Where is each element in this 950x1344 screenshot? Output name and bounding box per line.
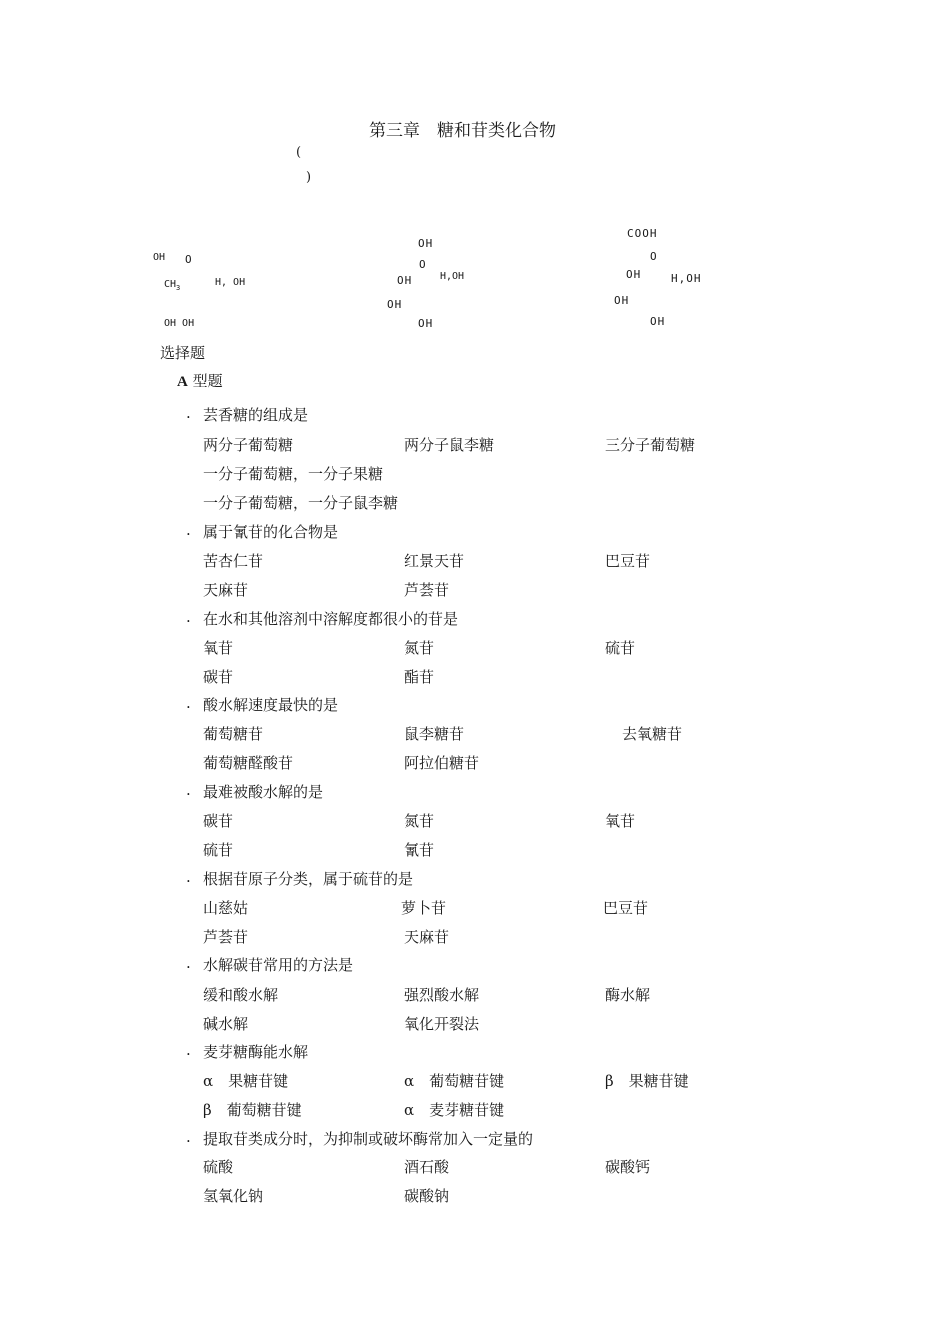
option-a[interactable]: 氧苷: [203, 639, 234, 657]
question-text: 酸水解速度最快的是: [203, 696, 339, 714]
paren-close: ): [306, 170, 312, 185]
option-e[interactable]: 氰苷: [404, 841, 435, 859]
option-c[interactable]: 硫苷: [605, 639, 636, 657]
option-a[interactable]: 缓和酸水解: [203, 986, 279, 1004]
question-dot: .: [186, 694, 191, 712]
option-d[interactable]: 天麻苷: [203, 581, 249, 599]
question-text: 在水和其他溶剂中溶解度都很小的苷是: [203, 610, 459, 628]
option-c[interactable]: β 果糖苷键: [605, 1072, 689, 1090]
option-c[interactable]: 碳酸钙: [605, 1158, 651, 1176]
option-b[interactable]: 氮苷: [404, 639, 435, 657]
s1-oh-bottom: OH OH: [164, 318, 195, 329]
option-d[interactable]: 碱水解: [203, 1015, 249, 1033]
question-dot: .: [186, 608, 191, 626]
s2-h-oh: H,OH: [440, 271, 465, 282]
option-c[interactable]: 氧苷: [605, 812, 636, 830]
option-c[interactable]: 酶水解: [605, 986, 651, 1004]
option-b[interactable]: 氮苷: [404, 812, 435, 830]
option-a[interactable]: 碳苷: [203, 812, 234, 830]
option-c[interactable]: 巴豆苷: [605, 552, 651, 570]
option-e[interactable]: 碳酸钠: [404, 1187, 450, 1205]
option-e[interactable]: 芦荟苷: [404, 581, 450, 599]
option-c[interactable]: 去氧糖苷: [622, 725, 683, 743]
s2-oh-mid: OH: [387, 298, 403, 311]
option-a[interactable]: 苦杏仁苷: [203, 552, 264, 570]
option-b[interactable]: 萝卜苷: [401, 899, 447, 917]
s3-o-ring: O: [650, 250, 658, 263]
question-text: 芸香糖的组成是: [203, 406, 309, 424]
section-title: 选择题: [160, 344, 206, 362]
s2-oh-top: OH: [418, 237, 434, 250]
option-c[interactable]: 三分子葡萄糖: [605, 436, 696, 454]
option-d[interactable]: 芦荟苷: [203, 928, 249, 946]
option-d[interactable]: 碳苷: [203, 668, 234, 686]
s1-sub3: 3: [176, 284, 181, 292]
question-text: 麦芽糖酶能水解: [203, 1043, 309, 1061]
option-e[interactable]: α 麦芽糖苷键: [404, 1101, 505, 1119]
option-b[interactable]: 鼠李糖苷: [404, 725, 465, 743]
option-d[interactable]: 葡萄糖醛酸苷: [203, 754, 294, 772]
s1-oh-top: OH: [153, 252, 166, 263]
question-dot: .: [186, 1128, 191, 1146]
s2-oh-bottom: OH: [418, 317, 434, 330]
page-title: 第三章 糖和苷类化合物: [369, 121, 556, 141]
option-b[interactable]: α 葡萄糖苷键: [404, 1072, 505, 1090]
option-c[interactable]: 巴豆苷: [603, 899, 649, 917]
option-b[interactable]: 红景天苷: [404, 552, 465, 570]
question-dot: .: [186, 404, 191, 422]
subsection-label: 型题: [187, 372, 223, 390]
question-text: 水解碳苷常用的方法是: [203, 956, 354, 974]
question-dot: .: [186, 781, 191, 799]
s1-o-ring: O: [185, 253, 193, 266]
option-e[interactable]: 阿拉伯糖苷: [404, 754, 480, 772]
option-b[interactable]: 强烈酸水解: [404, 986, 480, 1004]
subsection-letter: A: [177, 374, 188, 390]
option-b[interactable]: 两分子鼠李糖: [404, 436, 495, 454]
s1-ch3: [164, 279, 180, 290]
question-text: 最难被酸水解的是: [203, 783, 324, 801]
option-b[interactable]: 酒石酸: [404, 1158, 450, 1176]
option-a[interactable]: 山慈姑: [203, 899, 249, 917]
option-e[interactable]: 天麻苷: [404, 928, 450, 946]
option-a[interactable]: 硫酸: [203, 1158, 234, 1176]
s2-oh-left: OH: [397, 274, 413, 287]
option-d[interactable]: 氢氧化钠: [203, 1187, 264, 1205]
option-a[interactable]: 葡萄糖苷: [203, 725, 264, 743]
question-text: 提取苷类成分时，为抑制或破坏酶常加入一定量的: [203, 1130, 534, 1148]
s3-oh-bottom: OH: [650, 315, 666, 328]
s3-cooh: COOH: [627, 227, 658, 240]
option-d[interactable]: 一分子葡萄糖，一分子果糖: [203, 465, 384, 483]
s3-oh-left: OH: [626, 268, 642, 281]
s1-h-oh: H, OH: [215, 277, 246, 288]
question-dot: .: [186, 1041, 191, 1059]
s1-ch: CH: [164, 279, 177, 290]
option-d[interactable]: 硫苷: [203, 841, 234, 859]
subsection-title: [177, 370, 223, 391]
question-text: 根据苷原子分类，属于硫苷的是: [203, 870, 414, 888]
question-dot: .: [186, 954, 191, 972]
paren-open: (: [296, 145, 302, 160]
s2-o-ring: O: [419, 258, 427, 271]
option-a[interactable]: 两分子葡萄糖: [203, 436, 294, 454]
question-text: 属于氰苷的化合物是: [203, 523, 339, 541]
question-dot: .: [186, 868, 191, 886]
option-a[interactable]: α 果糖苷键: [203, 1072, 289, 1090]
s3-h-oh: H,OH: [671, 272, 702, 285]
option-e[interactable]: 氧化开裂法: [404, 1015, 480, 1033]
option-e[interactable]: 一分子葡萄糖，一分子鼠李糖: [203, 494, 399, 512]
option-e[interactable]: 酯苷: [404, 668, 435, 686]
option-d[interactable]: β 葡萄糖苷键: [203, 1101, 302, 1119]
s3-oh-mid: OH: [614, 294, 630, 307]
question-dot: .: [186, 521, 191, 539]
